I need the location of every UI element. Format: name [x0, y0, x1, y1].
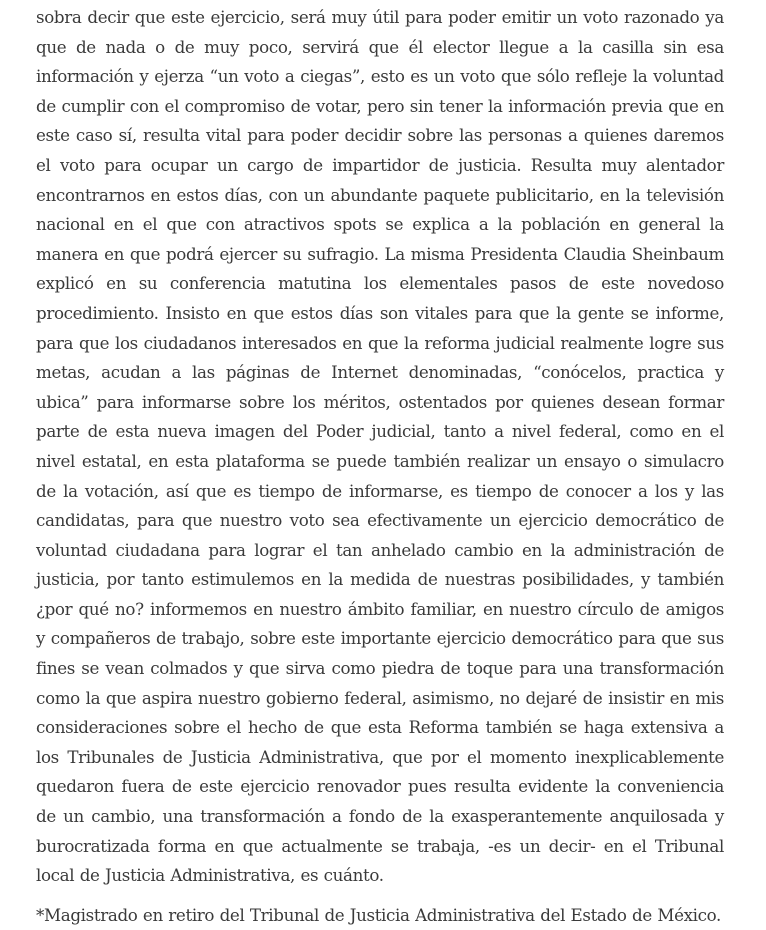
article-paragraph: sobra decir que este ejercicio, será muy útil para poder emitir un voto razonado ya que de nada o de muy poco, servirá que él elector llegue a la casilla sin esa información y ejerza “un voto a ciegas”, esto es un voto que sólo refleje la voluntad de cumplir con el compromiso de votar, pero sin tener la información previa que en este caso sí, resulta vital para poder decidir sobre las personas a quienes daremos el voto para ocupar un cargo de impartidor de justicia. Resulta muy alentador encontrarnos en estos días, con un abundante paquete publicitario, en la televisión nacional en el que con atractivos spots se explica a la población en general la manera en que podrá ejercer su sufragio. La misma Presidenta Claudia Sheinbaum explicó en su conferencia matutina los elementales pasos de este novedoso procedimiento. Insisto en que estos días son vitales para que la gente se informe, para que los ciudadanos interesados en que la reforma judicial realmente logre sus metas, acudan a las páginas de Internet denominadas, “conócelos, practica y ubica” para informarse sobre los méritos, ostentados por quienes desean formar parte de esta nueva imagen del Poder judicial, tanto a nivel federal, como en el nivel estatal, en esta plataforma se puede también realizar un ensayo o simulacro de la votación, así que es tiempo de informarse, es tiempo de conocer a los y las candidatas, para que nuestro voto sea efectivamente un ejercicio democrático de voluntad ciudadana para lograr el tan anhelado cambio en la administración de justicia, por tanto estimulemos en la medida de nuestras posibilidades, y también ¿por qué no? informemos en nuestro ámbito familiar, en nuestro círculo de amigos y compañeros de trabajo, sobre este importante ejercicio democrático para que sus fines se vean colmados y que sirva como piedra de toque para una transformación como la que aspira nuestro gobierno federal, asimismo, no dejaré de insistir en mis consideraciones sobre el hecho de que esta Reforma también se haga extensiva a los Tribunales de Justicia Administrativa, que por el momento inexplicablemente quedaron fuera de este ejercicio renovador pues resulta evidente la conveniencia de un cambio, una transformación a fondo de la exasperantemente anquilosada y burocratizada forma en que actualmente se trabaja, -es un decir- en el Tribunal local de Justicia Administrativa, es cuánto. [36, 7, 724, 886]
author-footnote: *Magistrado en retiro del Tribunal de Justicia Administrativa del Estado de México. [36, 904, 721, 925]
article-body [36, 3, 724, 930]
